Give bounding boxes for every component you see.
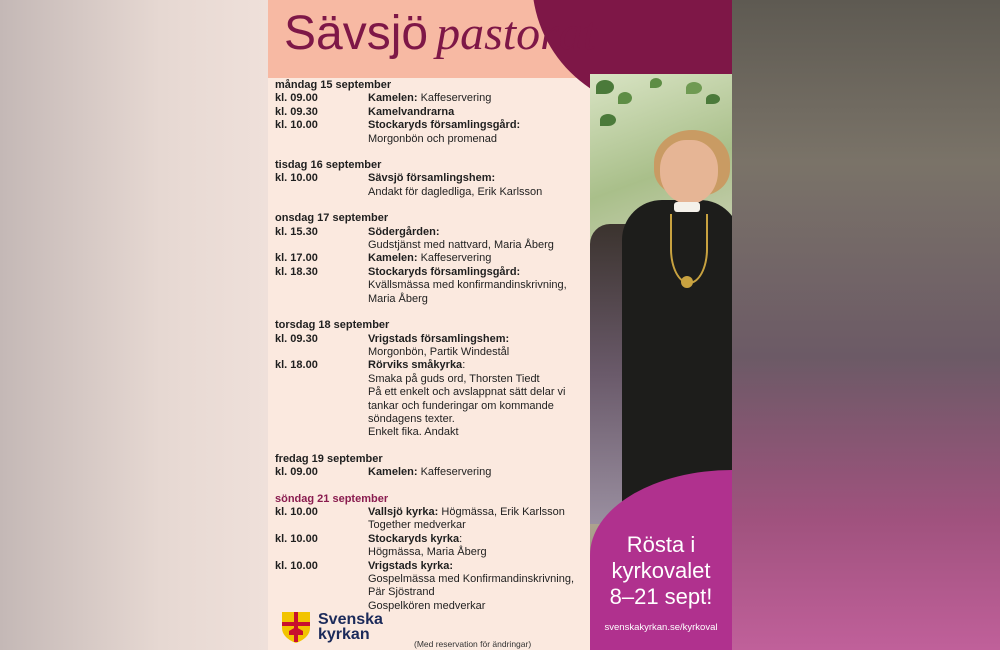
event-detail: Högmässa, Erik Karlsson xyxy=(438,505,565,518)
event-extra-line: Smaka på guds ord, Thorsten Tiedt xyxy=(368,372,540,385)
event-body xyxy=(368,359,590,439)
event-extra-line: Gospelmässa med Konfirmandinskrivning, xyxy=(368,573,575,585)
event-place: Vrigstads församlingshem: xyxy=(368,332,510,345)
event-extra-line: Morgonbön, Partik Windestål xyxy=(368,345,510,358)
event-row xyxy=(275,266,590,306)
vote-text xyxy=(590,532,732,610)
event-first-line xyxy=(368,560,590,573)
event-place: Vallsjö kyrka: xyxy=(368,505,439,518)
day-block xyxy=(275,319,590,440)
poster-header xyxy=(268,0,732,78)
event-first-line xyxy=(368,92,590,105)
event-place: Stockaryds kyrka xyxy=(368,532,460,545)
day-header: tisdag 16 september xyxy=(275,159,382,172)
event-time: kl. 17.00 xyxy=(275,252,318,265)
event-place: Vrigstads kyrka: xyxy=(368,559,453,572)
event-extra-line: Andakt för dagledliga, Erik Karlsson xyxy=(368,185,543,198)
event-first-line xyxy=(368,359,590,372)
event-body xyxy=(368,106,590,119)
event-extra-line: Gudstjänst med nattvard, Maria Åberg xyxy=(368,239,554,252)
event-extra-line: Morgonbön och promenad xyxy=(368,132,498,145)
event-detail: Kaffeservering xyxy=(417,252,492,265)
blurred-background-right xyxy=(732,0,1000,650)
event-place: Sävsjö församlingshem: xyxy=(368,172,496,185)
day-header: onsdag 17 september xyxy=(275,212,389,225)
event-time: kl. 09.30 xyxy=(275,105,318,118)
logo-line2: kyrkan xyxy=(318,626,370,643)
event-place: Södergården: xyxy=(368,225,440,238)
cross-pendant-icon xyxy=(681,276,693,288)
event-body xyxy=(368,252,590,265)
event-row xyxy=(275,466,590,479)
footnote: (Med reservation för ändringar) xyxy=(414,639,532,649)
event-extra-line: Gospelkören medverkar xyxy=(368,599,486,612)
event-first-line xyxy=(368,466,590,479)
event-detail: : xyxy=(459,532,463,545)
leaf-shape xyxy=(686,82,702,94)
event-first-line xyxy=(368,119,590,132)
event-body xyxy=(368,506,590,533)
event-body xyxy=(368,466,590,479)
event-time: kl. 15.30 xyxy=(275,225,318,238)
poster xyxy=(268,0,732,650)
event-extra-line: söndagens texter. xyxy=(368,412,455,425)
event-row xyxy=(275,92,590,105)
logo-line1: Svenska xyxy=(318,611,383,628)
event-extra-line: På ett enkelt och avslappnat sätt delar vi xyxy=(368,386,566,399)
event-body xyxy=(368,226,590,253)
event-time: kl. 10.00 xyxy=(275,559,318,572)
event-row xyxy=(275,226,590,253)
vote-line1: Rösta i xyxy=(626,532,696,557)
event-place: Stockaryds församlingsgård: xyxy=(368,119,521,132)
leaf-shape xyxy=(600,114,616,126)
leaf-shape xyxy=(706,94,720,104)
event-place: Kamelen: xyxy=(368,252,418,265)
event-first-line xyxy=(368,333,590,346)
event-body xyxy=(368,172,590,199)
event-row xyxy=(275,560,590,614)
event-extra-line: Kvällsmässa med konfirmandinskrivning, xyxy=(368,279,567,292)
church-shield-icon xyxy=(280,610,312,644)
event-row xyxy=(275,506,590,533)
event-row xyxy=(275,533,590,560)
logo-text xyxy=(318,612,383,642)
day-header: torsdag 18 september xyxy=(275,319,390,332)
event-first-line xyxy=(368,226,590,239)
event-extra-line: Enkelt fika. Andakt xyxy=(368,426,459,439)
leaf-shape xyxy=(618,92,632,104)
event-row xyxy=(275,252,590,265)
person-face xyxy=(660,140,718,204)
event-row xyxy=(275,119,590,146)
event-detail: Kaffeservering xyxy=(417,466,492,479)
event-detail: : xyxy=(462,359,466,372)
event-place: Kamelvandrarna xyxy=(368,105,455,118)
event-time: kl. 10.00 xyxy=(275,532,318,545)
blurred-background-left xyxy=(0,0,268,650)
event-extra-line: tankar och funderingar om kommande xyxy=(368,399,554,412)
day-header: fredag 19 september xyxy=(275,452,383,465)
event-time: kl. 09.00 xyxy=(275,92,318,105)
day-block xyxy=(275,493,590,614)
vote-url: svenskakyrkan.se/kyrkoval xyxy=(604,622,718,633)
event-time: kl. 09.00 xyxy=(275,466,318,479)
event-body xyxy=(368,333,590,360)
event-time: kl. 10.00 xyxy=(275,505,318,518)
event-time: kl. 10.00 xyxy=(275,119,318,132)
title-part2: pastorat xyxy=(436,7,597,60)
day-block xyxy=(275,212,590,306)
cross-necklace xyxy=(670,214,708,284)
event-first-line xyxy=(368,533,590,546)
event-first-line xyxy=(368,252,590,265)
event-first-line xyxy=(368,506,590,519)
vote-line2: kyrkovalet xyxy=(611,558,711,583)
event-body xyxy=(368,92,590,105)
event-extra-line: Högmässa, Maria Åberg xyxy=(368,546,487,559)
event-body xyxy=(368,533,590,560)
event-extra-line: Pär Sjöstrand xyxy=(368,586,435,599)
event-schedule xyxy=(275,79,590,626)
event-time: kl. 10.00 xyxy=(275,172,318,185)
day-header: söndag 21 september xyxy=(275,492,389,505)
event-row xyxy=(275,172,590,199)
event-time: kl. 18.30 xyxy=(275,265,318,278)
event-body xyxy=(368,266,590,306)
vote-line3: 8–21 sept! xyxy=(609,584,713,609)
event-place: Stockaryds församlingsgård: xyxy=(368,265,521,278)
event-place: Kamelen: xyxy=(368,466,418,479)
event-row xyxy=(275,333,590,360)
day-header: måndag 15 september xyxy=(275,79,392,91)
event-row xyxy=(275,106,590,119)
event-detail: Kaffeservering xyxy=(417,92,492,105)
poster-title xyxy=(284,6,596,61)
event-first-line xyxy=(368,266,590,279)
event-first-line xyxy=(368,172,590,185)
day-block xyxy=(275,79,590,146)
event-time: kl. 18.00 xyxy=(275,359,318,372)
event-place: Rörviks småkyrka xyxy=(368,359,463,372)
day-block xyxy=(275,159,590,199)
event-extra-line: Maria Åberg xyxy=(368,292,428,305)
leaf-shape xyxy=(596,80,614,94)
event-body xyxy=(368,560,590,614)
event-place: Kamelen: xyxy=(368,92,418,105)
title-part1: Sävsjö xyxy=(284,7,429,60)
svenska-kyrkan-logo xyxy=(280,610,383,644)
event-time: kl. 09.30 xyxy=(275,332,318,345)
event-extra-line: Together medverkar xyxy=(368,519,466,532)
day-block xyxy=(275,453,590,480)
leaf-shape xyxy=(650,78,662,88)
event-first-line xyxy=(368,106,590,119)
clerical-collar xyxy=(674,202,700,212)
event-row xyxy=(275,359,590,439)
event-body xyxy=(368,119,590,146)
